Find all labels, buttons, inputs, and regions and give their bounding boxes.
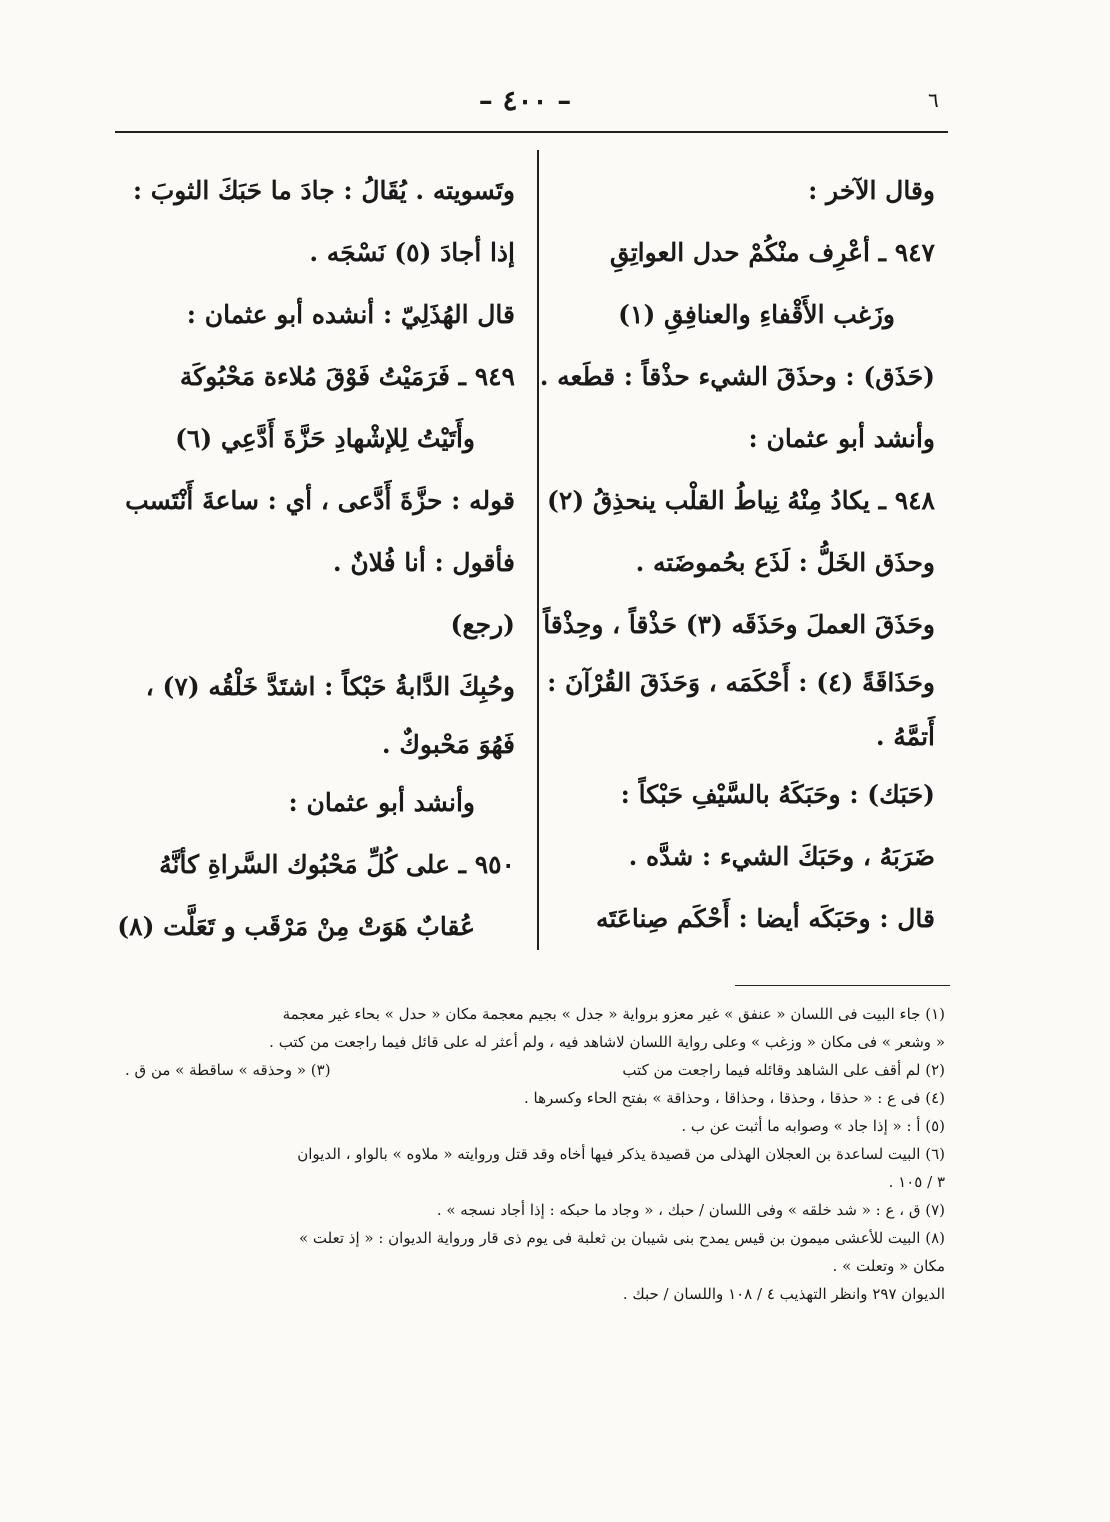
text-line: وتَسويته . يُقَالُ : جادَ ما حَبَكَ الثوبَ : [132,176,515,205]
footnote-7: (٧) ق ، ع : « شد خلقه » وفى اللسان / حبك ، « وجاد ما حبكه : إذا أجاد نسجه » . [436,1201,945,1219]
footnote-row-2-3 [125,1056,945,1084]
footnote-1-cont: « وشعر » فى مكان « وزغب » وعلى رواية اللسان لاشاهد فيه ، ولم أعثر له على قائل فيما راجعت من كتب . [269,1033,945,1051]
verse-line: وأَتَيْتُ لِلإشْهادِ حَزَّةَ أَدَّعِي (٦) [175,424,475,453]
verse-line: ٩٥٠ ـ على كُلِّ مَحْبُوك السَّراةِ كأنَّهُ [159,850,515,879]
text-line: ضَرَبَهُ ، وحَبَكَ الشيء : شدَّه . [628,842,935,871]
footnote-8-source: الديوان ٢٩٧ وانظر التهذيب ٤ / ١٠٨ واللسان / حبك . [622,1285,945,1303]
text-line: وحَذَاقَةً (٤) : أَحْكَمَه ، وَحَذَقَ القُرْآنَ : [547,668,935,697]
text-line: وحُبِكَ الدَّابةُ حَبْكاً : اشتَدَّ خَلْقُه (٧) ، [145,672,515,701]
footnote-rule [735,985,950,986]
text-line: (حَبَك) : وحَبَكَهُ بالسَّيْفِ حَبْكاً : [620,780,935,809]
verse-line: ٩٤٧ ـ أعْرِف منْكُمْ حدل العواتِقِ [609,238,935,267]
column-divider [537,150,539,950]
footnote-6: (٦) البيت لساعدة بن العجلان الهذلى من قصيدة يذكر فيها أخاه وقد قتل وروايته « ملاوه » بالواو ، الديوان [297,1145,945,1163]
text-line: فأقول : أنا فُلانٌ . [332,548,515,577]
text-line: وحَذَقَ العملَ وحَذَقَه (٣) حَذْقاً ، وحِذْقاً [543,610,935,639]
text-line: (حَذَق) : وحذَقَ الشيء حذْقاً : قطَعه . [539,362,935,391]
page-header [0,80,1110,124]
footnote-8: (٨) البيت للأعشى ميمون بن قيس يمدح بنى شيبان بن ثعلبة فى يوم ذى قار ورواية الديوان : « إذ تعلت » [298,1229,945,1247]
verse-line: عُقابٌ هَوَتْ مِنْ مَرْقَب و تَعَلَّت (٨) [117,912,475,941]
verse-line: ٩٤٩ ـ فَرَمَيْتُ فَوْقَ مُلاءة مَحْبُوكَة [179,362,515,391]
verse-line: وزَغب الأَقْفاءِ والعنافِقِ (١) [618,300,895,329]
verse-line: ٩٤٨ ـ يكادُ مِنْهُ نِياطُ القلْب ينحذِقُ (٢) [547,486,935,515]
header-rule [115,131,948,133]
page-number: – ٤٠٠ – [478,84,572,117]
corner-mark: ٦ [928,88,939,112]
section-heading: (رجع) [450,610,515,639]
footnotes [125,1000,945,1308]
footnote-1: (١) جاء البيت فى اللسان « عنفق » غير معزو برواية « جدل » بجيم معجمة مكان « حدل » بحاء غير معجمة [282,1005,945,1023]
footnote-5: (٥) أ : « إذا جاد » وصوابه ما أثبت عن ب . [681,1117,945,1135]
footnote-3: (٣) « وحذقه » ساقطة » من ق . [125,1061,331,1079]
left-column [115,160,515,958]
text-line: قوله : حزَّةَ أَدَّعى ، أي : ساعةَ أَنْتَسب [125,486,515,515]
text-line: وحذَق الخَلُّ : لَذَع بحُموضَته . [635,548,935,577]
text-line: وأنشد أبو عثمان : [748,424,935,453]
right-column [539,160,935,950]
footnote-4: (٤) فى ع : « حذقا ، وحذقا ، وحذاقا ، وحذاقة » بفتح الحاء وكسرها . [523,1089,945,1107]
text-line: قال : وحَبَكَه أيضا : أَحْكَم صِناعَتَه [596,904,935,933]
footnote-8-cont: مكان « وتعلت » . [832,1257,945,1275]
text-line: فَهُوَ مَحْبوكٌ . [381,730,515,759]
text-line: إذا أجادَ (٥) نَسْجَه . [309,238,515,267]
text-line: وأنشد أبو عثمان : [288,788,475,817]
footnote-2: (٢) لم أقف على الشاهد وقائله فيما راجعت من كتب [622,1061,945,1079]
text-line: قال الهُذَلِيّ : أنشده أبو عثمان : [186,300,515,329]
text-line: وقال الآخر : [808,176,935,205]
footnote-6-cont: ٣ / ١٠٥ . [888,1173,945,1191]
text-line: أَتمَّهُ . [875,722,935,751]
